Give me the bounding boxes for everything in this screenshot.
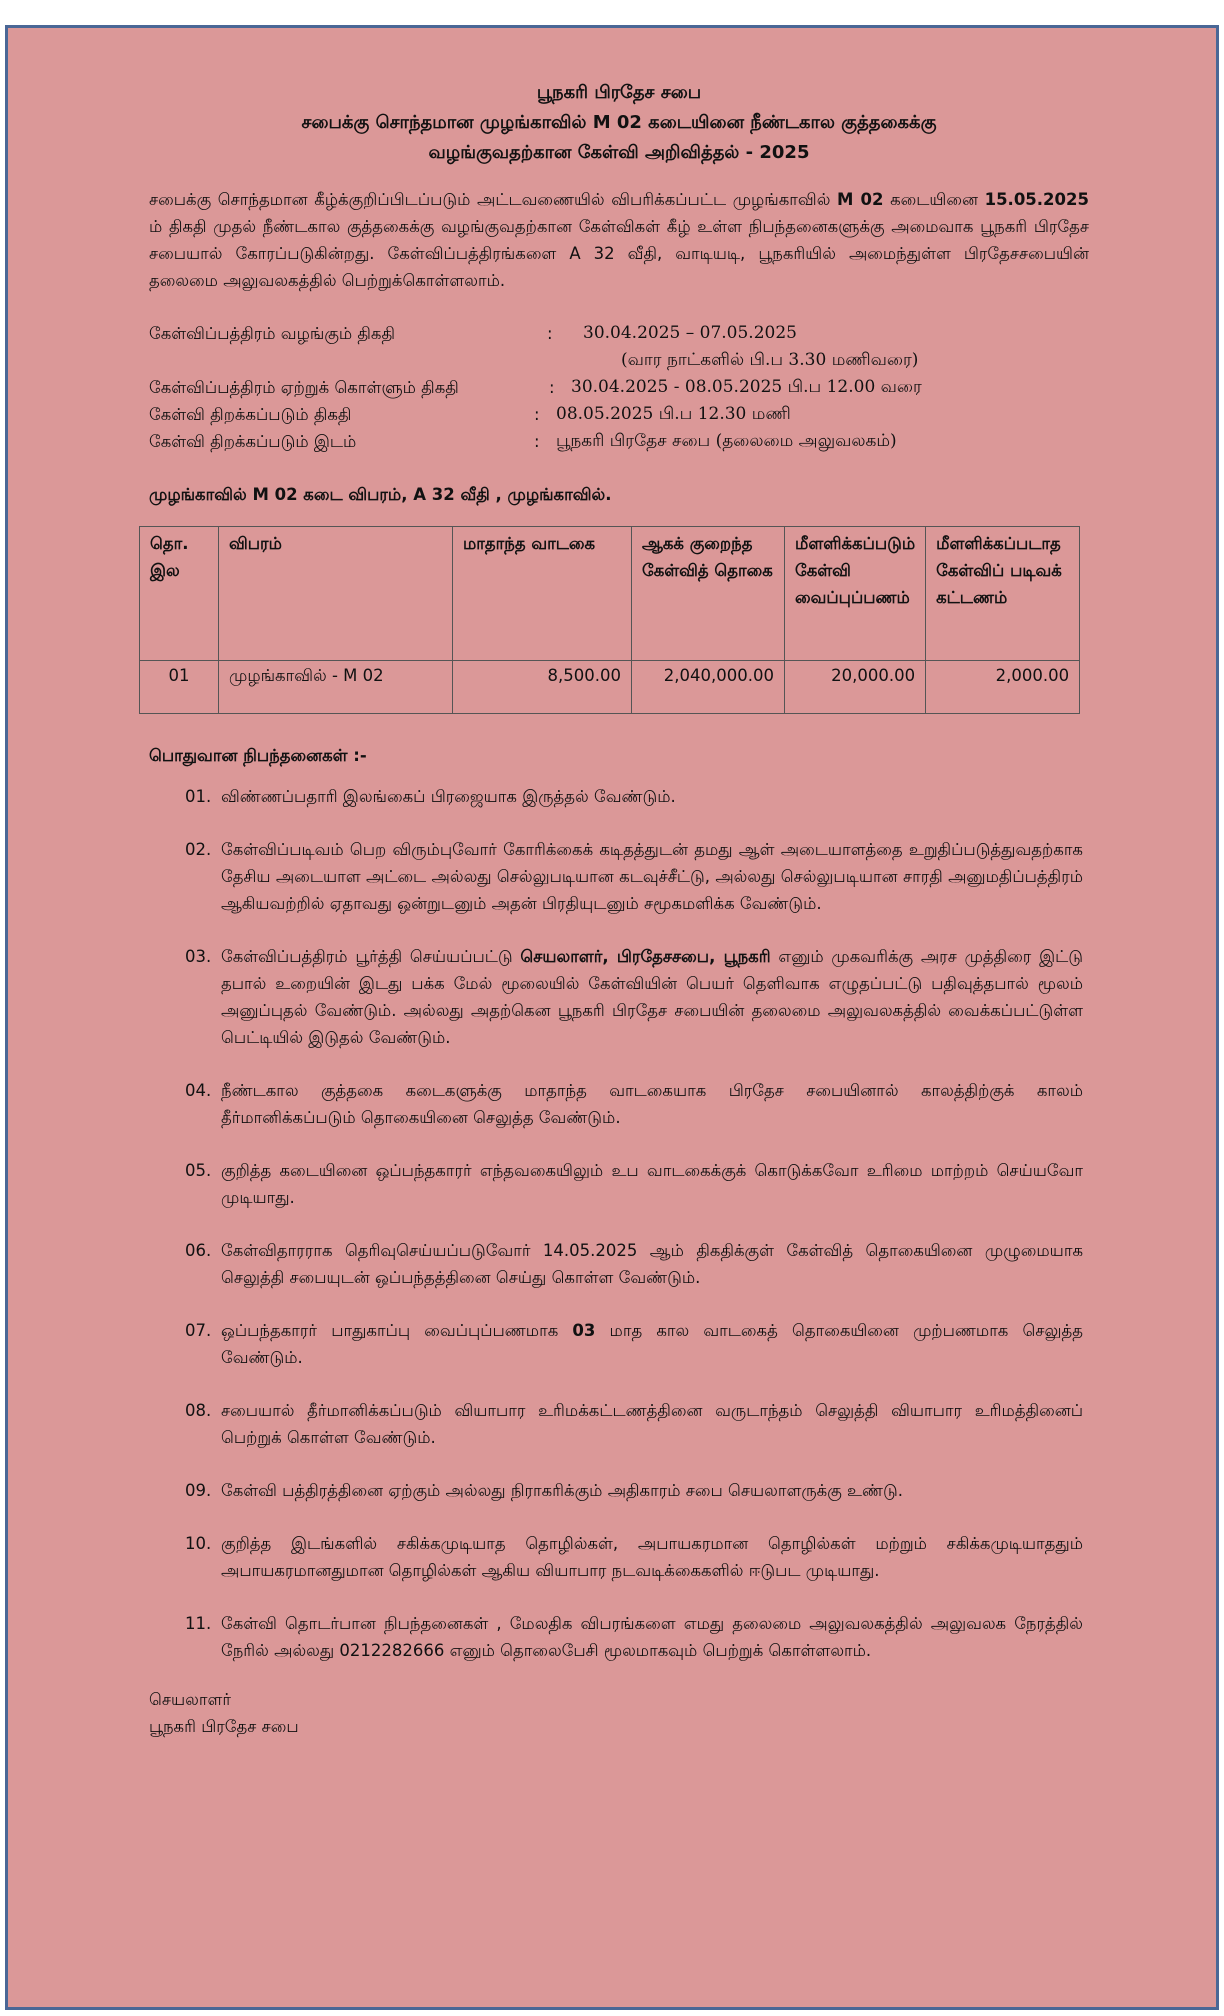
issue-date-colon: : — [547, 324, 553, 343]
item-number: 08. — [185, 1401, 212, 1420]
header-minimum-bid: ஆகக் குறைந்த கேள்வித் தொகை — [632, 527, 785, 661]
list-item — [149, 1317, 1089, 1371]
open-date-row — [149, 401, 1089, 428]
item-text: நீண்டகால குத்தகை கடைகளுக்கு மாதாந்த வாடகையாக பிரதேச சபையினால் காலத்திற்குக் காலம் தீர்மானிக்கப்படும் தொகையினை செலுத்த வேண்டும். — [221, 1081, 1083, 1127]
item-number: 11. — [185, 1614, 212, 1633]
header-line-1: பூநகரி பிரதேச சபை — [536, 82, 702, 103]
issue-date-value: 30.04.2025 – 07.05.2025 — [583, 323, 797, 343]
signature-title: செயலாளர் — [149, 1690, 231, 1709]
item-number: 05. — [185, 1161, 212, 1180]
cell-monthly-rent: 8,500.00 — [453, 661, 632, 714]
header-line-3: வழங்குவதற்கான கேள்வி அறிவித்தல் - 2025 — [428, 142, 810, 163]
item-text-part-1: கேள்விப்பத்திரம் பூர்த்தி செய்யப்பட்டு — [221, 947, 521, 966]
item-text-bold-months: 03 — [572, 1321, 596, 1340]
item-text: கேள்விதாரராக தெரிவுசெய்யப்படுவோர் 14.05.2025 ஆம் திகதிக்குள் கேள்வித் தொகையினை முழுமையாக செலுத்தி சபையுடன் ஒப்பந்தத்தினை செய்து கொள்ள வேண்டும். — [221, 1241, 1083, 1287]
item-text-part-2: மாத கால வாடகைத் தொகையினை முற்பணமாக செலுத்த வேண்டும். — [221, 1321, 1083, 1367]
conditions-title: பொதுவான நிபந்தனைகள் :- — [149, 746, 367, 765]
list-item — [149, 783, 1089, 810]
header-refundable-deposit: மீளளிக்கப்படும் கேள்வி வைப்புப்பணம் — [785, 527, 926, 661]
cell-minimum-bid: 2,040,000.00 — [632, 661, 785, 714]
accept-date-value: 30.04.2025 - 08.05.2025 பி.ப 12.00 வரை — [571, 377, 922, 397]
open-place-row — [149, 428, 1089, 455]
intro-shop-code: M 02 — [837, 190, 884, 209]
item-text: கேள்வி தொடர்பான நிபந்தனைகள் , மேலதிக விபரங்களை எமது தலைமை அலுவலகத்தில் அலுவலக நேரத்தில் நேரில் அல்லது 0212282666 எனும் தொலைபேசி மூலமாகவும் பெற்றுக் கொள்ளலாம். — [221, 1614, 1083, 1660]
item-number: 02. — [185, 840, 212, 859]
accept-date-row — [149, 374, 1089, 401]
item-text — [221, 943, 1083, 1051]
issue-date-note: (வார நாட்களில் பி.ப 3.30 மணிவரை) — [621, 350, 919, 370]
item-number: 07. — [185, 1321, 212, 1340]
cell-serial: 01 — [140, 661, 219, 714]
item-text: சபையால் தீர்மானிக்கப்படும் வியாபார உரிமக்கட்டணத்தினை வருடாந்தம் செலுத்தி வியாபார உரிமத்தினைப் பெற்றுக் கொள்ள வேண்டும். — [221, 1401, 1083, 1447]
table-row — [140, 661, 1080, 714]
signature-block — [149, 1686, 1089, 1740]
accept-date-label: கேள்விப்பத்திரம் ஏற்றுக் கொள்ளும் திகதி — [149, 378, 459, 397]
list-item — [149, 1157, 1089, 1211]
item-text — [221, 1317, 1083, 1371]
item-number: 04. — [185, 1081, 212, 1100]
header-line-2: சபைக்கு சொந்தமான முழங்காவில் M 02 கடையினை நீண்டகால குத்தகைக்கு — [301, 112, 937, 133]
list-item — [149, 1530, 1089, 1584]
intro-text-1: சபைக்கு சொந்தமான கீழ்க்குறிப்பிடப்படும் அட்டவணையில் விபரிக்கப்பட்ட முழங்காவில் — [149, 190, 838, 209]
document-header — [149, 78, 1089, 168]
document-content — [149, 78, 1089, 1740]
list-item — [149, 1237, 1089, 1291]
issue-date-row — [149, 320, 1089, 347]
header-description: விபரம் — [219, 527, 453, 661]
item-number: 03. — [185, 947, 212, 966]
signature-organization: பூநகரி பிரதேச சபை — [149, 1717, 299, 1736]
item-text: விண்ணப்பதாரி இலங்கைப் பிரஜையாக இருத்தல் வேண்டும். — [221, 787, 676, 806]
intro-text-2: கடையினை — [883, 190, 985, 209]
list-item — [149, 1610, 1089, 1664]
accept-date-colon: : — [549, 378, 555, 397]
list-item — [149, 836, 1089, 917]
item-text-bold-address: செயலாளர், பிரதேசசபை, பூநகரி — [520, 947, 771, 966]
open-place-label: கேள்வி திறக்கப்படும் இடம் — [149, 432, 357, 451]
intro-paragraph — [149, 186, 1089, 294]
list-item — [149, 1077, 1089, 1131]
tender-schedule — [149, 320, 1089, 455]
open-date-value: 08.05.2025 பி.ப 12.30 மணி — [556, 404, 791, 424]
item-text: கேள்வி பத்திரத்தினை ஏற்கும் அல்லது நிராகரிக்கும் அதிகாரம் சபை செயலாளருக்கு உண்டு. — [221, 1481, 903, 1500]
intro-start-date: 15.05.2025 — [984, 190, 1089, 209]
open-place-value: பூநகரி பிரதேச சபை (தலைமை அலுவலகம்) — [556, 431, 897, 451]
issue-date-label: கேள்விப்பத்திரம் வழங்கும் திகதி — [149, 324, 396, 343]
header-nonrefundable-fee: மீளளிக்கப்படாத கேள்விப் படிவக் கட்டணம் — [926, 527, 1080, 661]
table-title: முழங்காவில் M 02 கடை விபரம், A 32 வீதி , முழங்காவில். — [149, 485, 612, 504]
item-text: குறித்த இடங்களில் சகிக்கமுடியாத தொழில்கள், அபாயகரமான தொழில்கள் மற்றும் சகிக்கமுடியாததும் அபாயகரமானதுமான தொழில்கள் ஆகிய வியாபார நடவடிக்கைகளில் ஈடுபட முடியாது. — [221, 1534, 1083, 1580]
cell-description: முழங்காவில் - M 02 — [219, 661, 453, 714]
open-place-colon: : — [534, 432, 540, 451]
item-number: 06. — [185, 1241, 212, 1260]
item-text-part-2: எனும் முகவரிக்கு அரச முத்திரை இட்டு தபால் உறையின் இடது பக்க மேல் மூலையில் கேள்வியின் பெயர் தெளிவாக எழுதப்பட்டு பதிவுத்தபால் மூலம் அனுப்புதல் வேண்டும். அல்லது அதற்கென பூநகரி பிரதேச சபையின் தலைமை அலுவலகத்தில் வைக்கப்பட்டுள்ள பெட்டியில் இடுதல் வேண்டும். — [221, 947, 1084, 1047]
document-page — [5, 25, 1219, 2010]
list-item — [149, 1477, 1089, 1504]
item-text: குறித்த கடையினை ஒப்பந்தகாரர் எந்தவகையிலும் உப வாடகைக்குக் கொடுக்கவோ உரிமை மாற்றம் செய்யவோ முடியாது. — [221, 1161, 1083, 1207]
item-number: 09. — [185, 1481, 212, 1500]
item-text: கேள்விப்படிவம் பெற விரும்புவோர் கோரிக்கைக் கடிதத்துடன் தமது ஆள் அடையாளத்தை உறுதிப்படுத்துவதற்காக தேசிய அடையாள அட்டை அல்லது செல்லுபடியான கடவுச்சீட்டு, அல்லது செல்லுபடியான சாரதி அனுமதிப்பத்திரம் ஆகியவற்றில் ஏதாவது ஒன்றுடனும் அதன் பிரதியுடனும் சமூகமளிக்க வேண்டும். — [221, 840, 1083, 913]
cell-refundable-deposit: 20,000.00 — [785, 661, 926, 714]
header-monthly-rent: மாதாந்த வாடகை — [453, 527, 632, 661]
list-item — [149, 943, 1089, 1051]
conditions-list — [149, 783, 1089, 1664]
item-text-part-1: ஒப்பந்தகாரர் பாதுகாப்பு வைப்புப்பணமாக — [221, 1321, 573, 1340]
item-number: 10. — [185, 1534, 212, 1553]
item-number: 01. — [185, 787, 212, 806]
cell-nonrefundable-fee: 2,000.00 — [926, 661, 1080, 714]
open-date-colon: : — [534, 405, 540, 424]
list-item — [149, 1397, 1089, 1451]
table-header-row — [140, 527, 1080, 661]
intro-text-3: ம் திகதி முதல் நீண்டகால குத்தகைக்கு வழங்குவதற்கான கேள்விகள் கீழ் உள்ள நிபந்தனைகளுக்கு அமைவாக பூநகரி பிரதேச சபையால் கோரப்படுகின்றது. கேள்விப்பத்திரங்களை A 32 வீதி, வாடியடி, பூநகரியில் அமைந்துள்ள பிரதேசசபையின் தலைமை அலுவலகத்தில் பெற்றுக்கொள்ளலாம். — [149, 217, 1089, 290]
header-serial: தொ. இல — [140, 527, 219, 661]
open-date-label: கேள்வி திறக்கப்படும் திகதி — [149, 405, 352, 424]
shop-details-table — [139, 526, 1080, 714]
